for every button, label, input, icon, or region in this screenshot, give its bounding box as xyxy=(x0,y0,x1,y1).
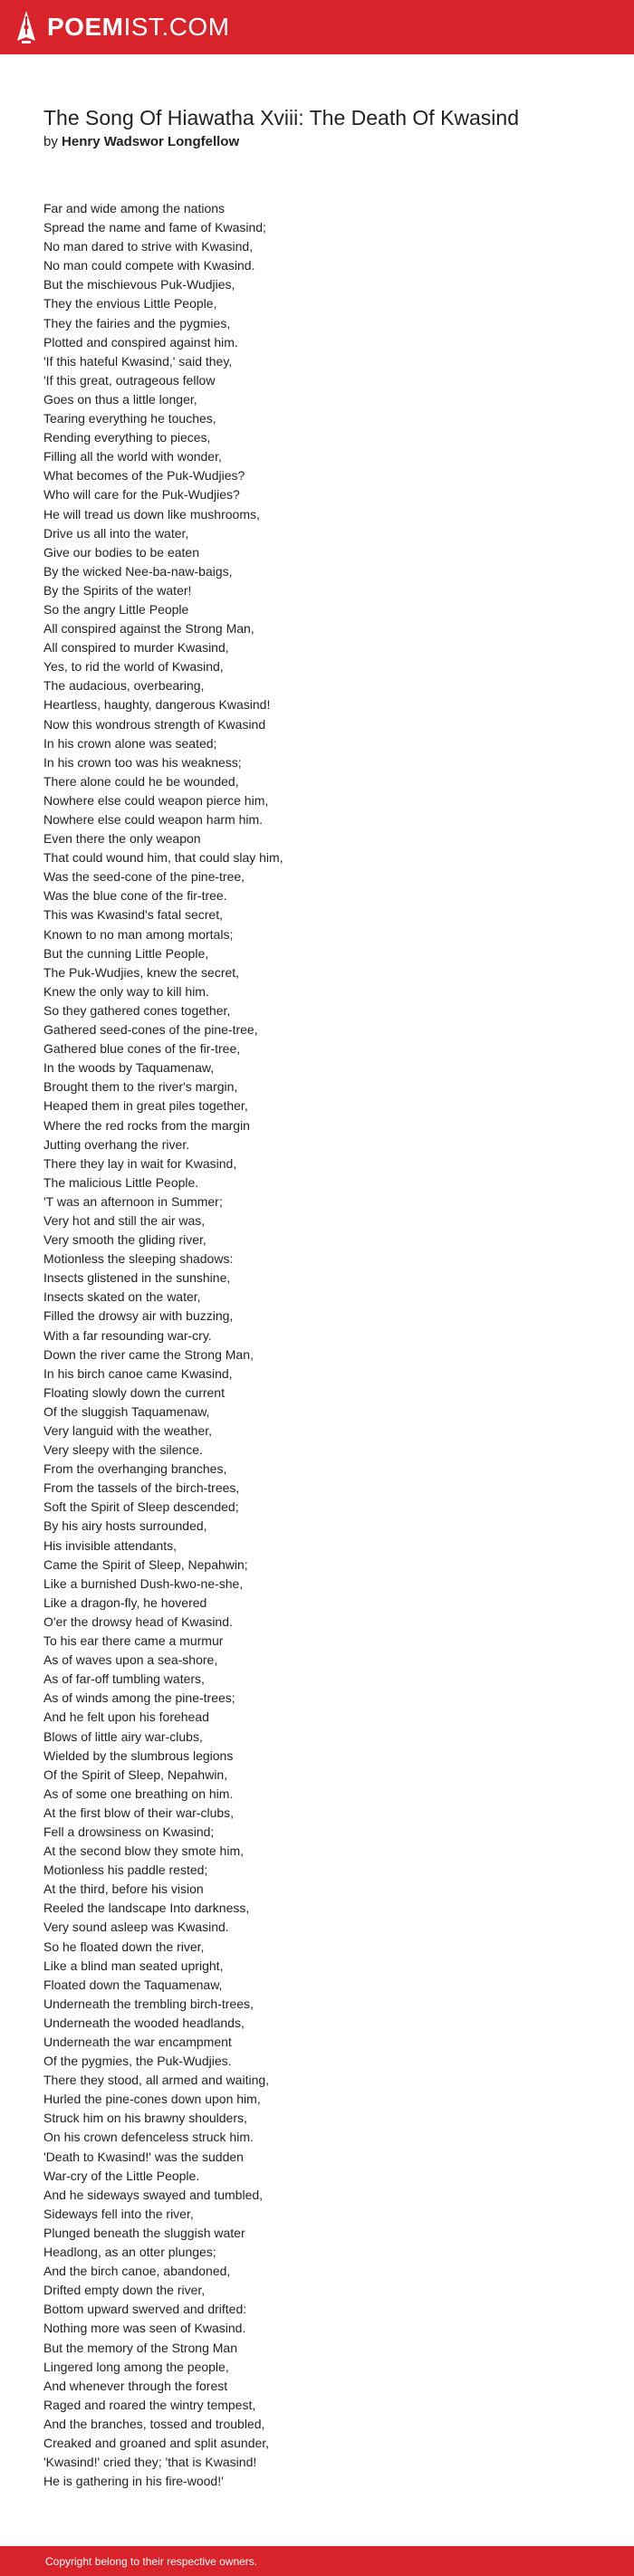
site-name-bold: POEM xyxy=(47,13,124,41)
poem-line: And whenever through the forest xyxy=(43,2378,228,2393)
poem-line: O'er the drowsy head of Kwasind. xyxy=(43,1614,233,1629)
poem-line: Goes on thus a little longer, xyxy=(43,391,197,407)
poem-line: So the angry Little People xyxy=(43,601,189,617)
poem-line: Far and wide among the nations xyxy=(43,201,226,215)
poem-line: Rending everything to pieces, xyxy=(43,430,211,445)
poem-line: They the envious Little People, xyxy=(43,296,217,311)
quill-pen-icon xyxy=(16,10,36,44)
poem-line: So they gathered cones together, xyxy=(43,1002,231,1018)
footer xyxy=(0,2546,634,2576)
poem-line: That could wound him, that could slay him, xyxy=(43,850,283,866)
poem-line: At the third, before his vision xyxy=(43,1882,204,1897)
poem-line: No man dared to strive with Kwasind, xyxy=(43,239,254,254)
poem-line: By his airy hosts surrounded, xyxy=(43,1518,207,1534)
poem-line: Gathered blue cones of the fir-tree, xyxy=(43,1041,241,1057)
poem-line: Raged and roared the wintry tempest, xyxy=(43,2397,256,2412)
poem-line: Filled the drowsy air with buzzing, xyxy=(43,1308,234,1324)
poem-line: Nowhere else could weapon pierce him, xyxy=(43,792,269,808)
poem-line: Plunged beneath the sluggish water xyxy=(43,2225,245,2240)
poem-line: Heaped them in great piles together, xyxy=(43,1098,248,1114)
poem-line: But the mischievous Puk-Wudjies, xyxy=(43,277,235,292)
poem-line: They the fairies and the pygmies, xyxy=(43,315,231,330)
poem-line: Known to no man among mortals; xyxy=(43,926,234,942)
poem-body xyxy=(43,199,605,2491)
poem-line: Who will care for the Puk-Wudjies? xyxy=(43,487,240,503)
poem-line: Brought them to the river's margin, xyxy=(43,1079,238,1095)
poem-line: But the memory of the Strong Man xyxy=(43,2340,237,2355)
poem-line: Nothing more was seen of Kwasind. xyxy=(43,2321,246,2336)
poem-line: As of far-off tumbling waters, xyxy=(43,1671,205,1687)
poem-line: His invisible attendants, xyxy=(43,1537,178,1553)
poem-line: Like a blind man seated upright, xyxy=(43,1958,224,1973)
poem-line: And the birch canoe, abandoned, xyxy=(43,2264,231,2279)
poem-line: Floating slowly down the current xyxy=(43,1384,225,1400)
poem-line: From the overhanging branches, xyxy=(43,1461,227,1477)
poem-line: Of the Spirit of Sleep, Nepahwin, xyxy=(43,1767,228,1782)
poem-line: No man could compete with Kwasind. xyxy=(43,258,255,273)
poem-line: Motionless his paddle rested; xyxy=(43,1863,208,1878)
poem-line: Very sleepy with the silence. xyxy=(43,1442,203,1458)
top-bar xyxy=(0,0,634,54)
poem-line: In the woods by Taquamenaw, xyxy=(43,1060,215,1076)
site-name-thin: IST.COM xyxy=(123,13,230,41)
poem-line: Underneath the trembling birch-trees, xyxy=(43,1996,254,2011)
poem-line: Headlong, as an otter plunges; xyxy=(43,2245,216,2260)
poem-line: Give our bodies to be eaten xyxy=(43,544,200,560)
poem-line: Drifted empty down the river, xyxy=(43,2283,206,2298)
poem-line: At the first blow of their war-clubs, xyxy=(43,1805,235,1820)
poem-line: Struck him on his brawny shoulders, xyxy=(43,2111,247,2126)
poem-line: Sideways fell into the river, xyxy=(43,2206,194,2221)
poem-line: Creaked and groaned and split asunder, xyxy=(43,2435,270,2450)
poem-line: And he sideways swayed and tumbled, xyxy=(43,2187,264,2202)
poem-line: 'If this hateful Kwasind,' said they, xyxy=(43,353,233,369)
poem-line: Of the pygmies, the Puk-Wudjies. xyxy=(43,2054,232,2069)
poem-line: There alone could he be wounded, xyxy=(43,773,239,789)
copyright-notice: Copyright belong to their respective owners. xyxy=(45,2554,258,2568)
poem-line: He is gathering in his fire-wood!' xyxy=(43,2474,224,2489)
poem-line: Yes, to rid the world of Kwasind, xyxy=(43,659,224,675)
poem-line: Bottom upward swerved and drifted: xyxy=(43,2302,247,2317)
poem-line: There they stood, all armed and waiting, xyxy=(43,2073,270,2088)
poem-line: In his crown alone was seated; xyxy=(43,735,217,751)
poem-line: Knew the only way to kill him. xyxy=(43,983,209,999)
poem-title: The Song Of Hiawatha Xviii: The Death Of Kwasind xyxy=(43,106,520,129)
poem-line: Fell a drowsiness on Kwasind; xyxy=(43,1824,215,1839)
poem-line: And the branches, tossed and troubled, xyxy=(43,2416,265,2431)
poem-line: So he floated down the river, xyxy=(43,1939,205,1954)
poem-line: Spread the name and fame of Kwasind; xyxy=(43,220,266,235)
poem-line: Like a burnished Dush-kwo-ne-she, xyxy=(43,1575,244,1591)
poem-line: In his crown too was his weakness; xyxy=(43,754,242,770)
poem-line: From the tassels of the birch-trees, xyxy=(43,1480,240,1496)
poem-line: Very smooth the gliding river, xyxy=(43,1232,207,1248)
poem-line: By the Spirits of the water! xyxy=(43,582,192,598)
poem-line: Gathered seed-cones of the pine-tree, xyxy=(43,1022,258,1038)
poem-line: The Puk-Wudjies, knew the secret, xyxy=(43,964,240,980)
poem-line: Heartless, haughty, dangerous Kwasind! xyxy=(43,697,271,713)
poem-line: Nowhere else could weapon harm him. xyxy=(43,812,264,827)
poem-line: There they lay in wait for Kwasind, xyxy=(43,1155,237,1171)
poem-line: Hurled the pine-cones down upon him, xyxy=(43,2092,261,2107)
poem-line: 'T was an afternoon in Summer; xyxy=(43,1193,223,1209)
poem-line: The malicious Little People. xyxy=(43,1174,199,1190)
poem-line: On his crown defenceless struck him. xyxy=(43,2130,254,2145)
poem-line: Very hot and still the air was, xyxy=(43,1212,206,1228)
site-name xyxy=(47,14,230,40)
poem-line: Blows of little airy war-clubs, xyxy=(43,1729,203,1744)
poem-line: Of the sluggish Taquamenaw, xyxy=(43,1403,210,1419)
poem-line: All conspired to murder Kwasind, xyxy=(43,640,229,656)
poem-line: Reeled the landscape Into darkness, xyxy=(43,1901,250,1916)
poem-line: Drive us all into the water, xyxy=(43,525,189,541)
poem-line: Insects glistened in the sunshine, xyxy=(43,1270,231,1286)
poem-line: The audacious, overbearing, xyxy=(43,678,205,694)
poem-line: In his birch canoe came Kwasind, xyxy=(43,1365,233,1381)
poem-line: Down the river came the Strong Man, xyxy=(43,1346,254,1362)
poem-line: All conspired against the Strong Man, xyxy=(43,621,255,637)
poem-line: Was the seed-cone of the pine-tree, xyxy=(43,869,245,885)
poem-line: 'Death to Kwasind!' was the sudden xyxy=(43,2149,244,2164)
poem-line: Underneath the wooded headlands, xyxy=(43,2015,245,2030)
poem-line: To his ear there came a murmur xyxy=(43,1633,224,1649)
poem-line: By the wicked Nee-ba-naw-baigs, xyxy=(43,563,233,579)
poem-line: And he felt upon his forehead xyxy=(43,1709,209,1725)
poem-line: What becomes of the Puk-Wudjies? xyxy=(43,468,245,484)
poem-line: As of waves upon a sea-shore, xyxy=(43,1652,218,1668)
site-logo[interactable] xyxy=(16,10,230,44)
poem-line: War-cry of the Little People. xyxy=(43,2168,200,2183)
poem-line: Where the red rocks from the margin xyxy=(43,1117,250,1133)
poem-line: This was Kwasind's fatal secret, xyxy=(43,907,223,923)
byline xyxy=(43,134,239,149)
poem-line: As of winds among the pine-trees; xyxy=(43,1690,235,1706)
poem-line: Very languid with the weather, xyxy=(43,1423,213,1438)
poem-line: Soft the Spirit of Sleep descended; xyxy=(43,1499,239,1515)
poem-line: Filling all the world with wonder, xyxy=(43,449,222,464)
poem-line: Wielded by the slumbrous legions xyxy=(43,1748,234,1763)
poem-line: Tearing everything he touches, xyxy=(43,411,216,426)
poem-line: Like a dragon-fly, he hovered xyxy=(43,1594,207,1610)
poem-line: As of some one breathing on him. xyxy=(43,1786,234,1801)
poem-line: 'Kwasind!' cried they; 'that is Kwasind! xyxy=(43,2455,257,2470)
poem-line: With a far resounding war-cry. xyxy=(43,1327,212,1343)
poem-line: Was the blue cone of the fir-tree. xyxy=(43,888,227,904)
poem-line: He will tread us down like mushrooms, xyxy=(43,506,260,522)
author-name[interactable]: Henry Wadswor Longfellow xyxy=(62,134,240,149)
poem-line: Lingered long among the people, xyxy=(43,2359,229,2374)
poem-line: Even there the only weapon xyxy=(43,831,201,847)
poem-line: Now this wondrous strength of Kwasind xyxy=(43,716,266,732)
poem-line: Underneath the war encampment xyxy=(43,2035,232,2049)
poem-line: 'If this great, outrageous fellow xyxy=(43,372,216,388)
by-label: by xyxy=(43,134,58,149)
poem-line: Came the Spirit of Sleep, Nepahwin; xyxy=(43,1556,248,1572)
poem-line: Jutting overhang the river. xyxy=(43,1136,190,1152)
poem-line: Motionless the sleeping shadows: xyxy=(43,1251,234,1267)
poem-line: Floated down the Taquamenaw, xyxy=(43,1977,223,1992)
poem-line: Insects skated on the water, xyxy=(43,1289,201,1305)
poem-line: Plotted and conspired against him. xyxy=(43,334,238,350)
poem-line: Very sound asleep was Kwasind. xyxy=(43,1920,229,1935)
poem-line: At the second blow they smote him, xyxy=(43,1843,244,1859)
poem-line: But the cunning Little People, xyxy=(43,945,209,961)
